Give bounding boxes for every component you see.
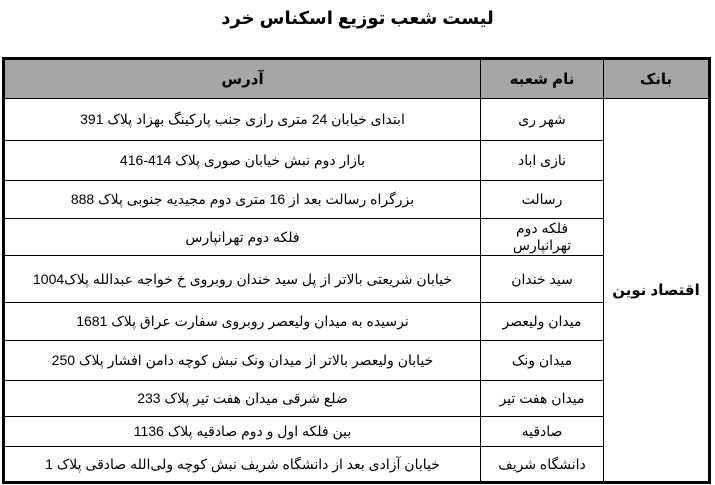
branch-address: ضلع شرقی میدان هفت تیر پلاک 233 — [4, 381, 481, 417]
branches-table — [2, 57, 711, 484]
branch-address: نرسیده به میدان ولیعصر روبروی سفارت عراق پلاک 1681 — [4, 303, 481, 341]
branch-address: فلکه دوم تهرانپارس — [4, 219, 481, 256]
branch-name: دانشگاه شریف — [481, 447, 604, 483]
branch-name: میدان هفت تیر — [481, 381, 604, 417]
branch-name: رسالت — [481, 181, 604, 219]
branch-name: میدان ونک — [481, 341, 604, 381]
branch-name: میدان ولیعصر — [481, 303, 604, 341]
branch-name: شهر ری — [481, 99, 604, 141]
header-branch: نام شعبه — [481, 59, 604, 99]
branch-address: بزرگراه رسالت بعد از 16 متری دوم مجیدیه جنوبی پلاک 888 — [4, 181, 481, 219]
branch-address: ابتدای خیابان 24 متری رازی جنب پارکینگ بهزاد پلاک 391 — [4, 99, 481, 141]
page-title: لیست شعب توزیع اسکناس خرد — [221, 8, 494, 28]
branch-name: فلکه دوم تهرانپارس — [481, 219, 604, 256]
table-row — [4, 99, 710, 141]
header-bank: بانک — [604, 59, 710, 99]
bank-name: اقتصاد نوین — [604, 99, 710, 483]
branch-name: نازی اباد — [481, 141, 604, 181]
branch-address: خیابان ولیعصر بالاتر از میدان ونک نبش کوچه دامن افشار پلاک 250 — [4, 341, 481, 381]
branch-address: خیابان شریعتی بالاتر از پل سید خندان روبروی خ خواجه عبدالله پلاک1004 — [4, 256, 481, 303]
branch-address: بازار دوم نبش خیابان صوری پلاک 414-416 — [4, 141, 481, 181]
branch-name: صادقیه — [481, 417, 604, 447]
header-address: آدرس — [4, 59, 481, 99]
branch-address: خیابان آزادی بعد از دانشگاه شریف نبش کوچه ولی‌الله صادقی پلاک 1 — [4, 447, 481, 483]
branch-name: سید خندان — [481, 256, 604, 303]
table-header-row — [4, 59, 710, 99]
branch-address: بین فلکه اول و دوم صادقیه پلاک 1136 — [4, 417, 481, 447]
